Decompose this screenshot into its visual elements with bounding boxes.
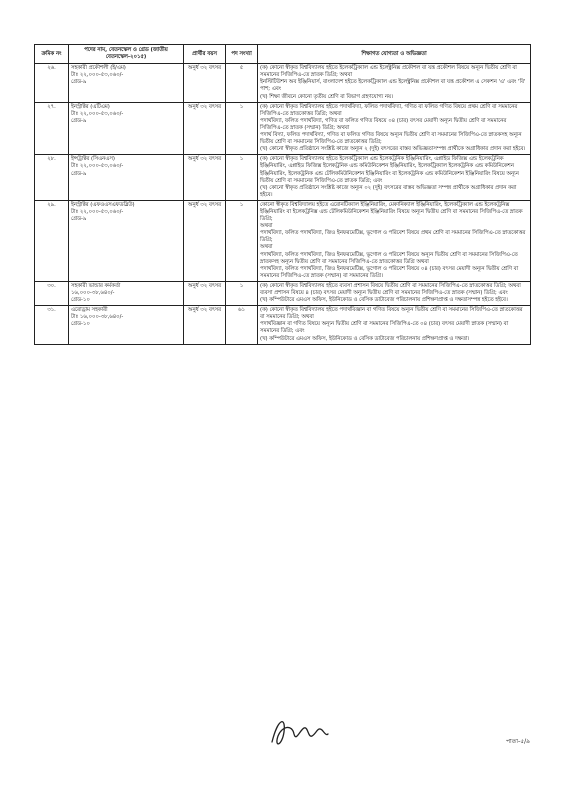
qualification-cell (258, 306, 531, 344)
qualification-line: (খ) কোনো স্বীকৃত প্রতিষ্ঠানে সংশ্লিষ্ট কাজে অন্যূন ০২ (দুই) বৎসরের বাস্তব অভিজ্ঞতা সম্পন্ন প্রার্থীকে অগ্রাধিকার প্রদান করা হইবে। (260, 184, 517, 198)
job-table (34, 44, 531, 345)
serial-cell: ২৭. (35, 102, 69, 155)
count-cell: ১ (226, 155, 258, 201)
qualification-cell (258, 102, 531, 155)
qualification-line: (ক) কোনো স্বীকৃত বিশ্ববিদ্যালয় হইতে ইলেকট্রিক্যাল এন্ড ইলেকট্রনিক ইঞ্জিনিয়ারিং, এপ্লাইড ফিজিক্স এন্ড ইলেকট্রনিক ইঞ্জিনিয়ারিং, এপ্লাইড ফিজিক্স ইলেকট্রনিক এন্ড কমিউনিকেশন ইঞ্জিনিয়ারিং, ইলেকট্রিক্যাল ইলেকট্রনিক এন্ড কমিউনিকেশন ইঞ্জিনিয়ারিং, ইলেকট্রনিক এন্ড টেলিকমিউনিকেশন ইঞ্জিনিয়ারিং বা ইলেকট্রনিক এন্ড কমিউনিকেশন ইঞ্জিনিয়ারিং বিষয়ে অন্যূন দ্বিতীয় শ্রেণি বা সমমানের সিজিপিএ-তে স্নাতক ডিগ্রি; এবং (260, 156, 519, 184)
post-name: সহকারী প্রকৌশলী (ই/এম) (71, 65, 126, 72)
post-cell (69, 306, 184, 344)
table-row (35, 155, 531, 201)
qualification-line: ইনস্টিটিউশন অব ইঞ্জিনিয়ার্স, বাংলাদেশ হইতে ইলেকট্রিক্যাল এন্ড ইলেক্ট্রনিক্স প্রকৌশল বা যন্ত্র প্রকৌশল এ সেকশন 'এ' এবং 'বি' পাশ; এবং (260, 79, 526, 93)
age-cell: অনুর্ধ ৩২ বৎসর (184, 102, 226, 155)
qualification-line: পদার্থবিদ্যা, ফলিত পদার্থবিদ্যা, জিও ইনফরমেটিক্স, ভূগোল ও পরিবেশ বিষয়ে প্রথম শ্রেণি বা সমমানের সিজিপিএ-তে স্নাতকোত্তর ডিগ্রি; (260, 230, 526, 244)
grade: গ্রেড-১০ (71, 297, 90, 304)
age-cell: অনুর্ধ ৩২ বৎসর (184, 64, 226, 102)
grade: গ্রেড-১০ (71, 321, 90, 328)
qualification-line: (খ) কোনো স্বীকৃত প্রতিষ্ঠানে সংশ্লিষ্ট কাজে অন্যূন ২ (দুই) বৎসরের বাস্তব অভিজ্ঞতাসম্পন্ন প্রার্থীকে অগ্রাধিকার প্রদান করা হইবে। (260, 146, 526, 153)
grade: গ্রেড-৯ (71, 216, 87, 223)
qualification-line: (খ) শিক্ষা জীবনে কোনো তৃতীয় শ্রেণি বা বিভাগ গ্রহণযোগ্য নয়। (260, 93, 394, 100)
table-row (35, 281, 531, 305)
post-name: ইনস্ট্রাক্টর (এফওএসএফডব্লিউ) (71, 201, 135, 208)
page-number: পাতা-৫/৯ (505, 738, 530, 745)
serial-cell: ২৬. (35, 64, 69, 102)
qualification-line: (ক) কোনো স্বীকৃত বিশ্ববিদ্যালয় হইতে পদার্থবিদ্যা, ফলিত পদার্থবিদ্যা, গণিত বা ফলিত গণিত বিষয়ে প্রথম শ্রেণি বা সমমানের সিজিপিএ-তে স্নাতকোত্তর ডিগ্রি; অথবা (260, 103, 518, 117)
table-row (35, 306, 531, 344)
count-cell: ১ (226, 200, 258, 281)
qualification-line: (ক) কোনো স্বীকৃত বিশ্ববিদ্যালয় হইতে ইলেকট্রিক্যাল এন্ড ইলেক্ট্রনিক্স প্রকৌশল বা যন্ত্র প্রকৌশল বিষয়ে অন্যূন দ্বিতীয় শ্রেণি বা সমমানের সিজিপিএ-তে স্নাতক ডিগ্রি; অথবা (260, 65, 517, 79)
qualification-line: (ক) কোনো স্বীকৃত বিশ্ববিদ্যালয় হইতে ব্যবসা প্রশাসন বিষয়ে দ্বিতীয় শ্রেণি বা সমমানের সিজিপিএ-তে স্নাতকোত্তর ডিগ্রি; অথবা (260, 282, 521, 289)
qualification-cell (258, 64, 531, 102)
post-name: সহকারী ভান্ডার কর্মকর্তা (71, 282, 121, 289)
post-cell (69, 102, 184, 155)
count-cell: ১ (226, 281, 258, 305)
header-qualification: শিক্ষাগত যোগ্যতা ও অভিজ্ঞতা (258, 45, 531, 64)
age-cell: অনুর্ধ ৩২ বৎসর (184, 200, 226, 281)
grade: গ্রেড-৯ (71, 117, 87, 124)
qualification-line: (খ) কম্পিউটারে এমএস অফিস, ইউনিকোড ও বেসিক ডাটাবেজ পরিচালনায় প্রশিক্ষণপ্রাপ্ত ও দক্ষতাসম্পন্ন হইতে হইবে। (260, 297, 508, 304)
table-row (35, 64, 531, 102)
qualification-cell (258, 155, 531, 201)
pay-scale: ১৬,০০০-৩৮,৬৪০/- (71, 290, 115, 296)
page-footer (34, 712, 530, 762)
table-row (35, 102, 531, 155)
qualification-line: পদার্থবিজ্ঞান বা গণিত বিষয়ে অন্যূন দ্বিতীয় শ্রেণি বা সমমানের সিজিপিএ-তে ০৪ (চার) বৎসর মেয়াদী স্নাতক (সম্মান) বা সমমানের ডিগ্রি; এবং (260, 321, 509, 335)
pay-scale: টাঃ ২২,০০০-৫৩,০৬০/- (71, 72, 124, 79)
qualification-line: ব্যবসা প্রশাসন বিষয়ে ৪ (চার) বৎসর মেয়াদী অন্যূন দ্বিতীয় শ্রেণি বা সমমানের সিজিপিএ-তে স্নাতক (সম্মান) ডিগ্রি; এবং (260, 290, 508, 296)
qualification-line: অথবা (260, 223, 273, 230)
qualification-line: (ক) কোনো স্বীকৃত বিশ্ববিদ্যালয় হইতে পদার্থবিজ্ঞান বা গণিত বিষয়ে অন্যূন দ্বিতীয় শ্রেণি বা সমমানের সিজিপিএ-তে স্নাতকোত্তর বা সমমানের ডিগ্রি; অথবা (260, 307, 523, 321)
pay-scale: টাঃ ১৬,০০০-৩৮,৬৪০/- (71, 314, 124, 321)
qualification-cell (258, 200, 531, 281)
signature (264, 712, 334, 752)
serial-cell: ২৮. (35, 155, 69, 201)
qualification-line: অথবা (260, 244, 273, 251)
table-body (35, 64, 531, 344)
header-age: প্রার্থীর বয়স (184, 45, 226, 64)
pay-scale: টাঃ ২২,০০০-৫৩,০৬০/- (71, 110, 124, 117)
post-cell (69, 200, 184, 281)
qualification-line: কোনো স্বীকৃত বিশ্ববিদ্যালয় হইতে এরোনটিক্যাল ইঞ্জিনিয়ারিং, মেকানিক্যাল ইঞ্জিনিয়ারিং, ইলেকট্রিক্যাল এন্ড ইলেকট্রনিক্স ইঞ্জিনিয়ারিং বা ইলেকট্রনিক্স এন্ড টেলিকমিউনিকেশন ইঞ্জিনিয়ারিং বিষয়ে অন্যূন দ্বিতীয় শ্রেণি বা সমমানের সিজিপিএ-তে স্নাতক ডিগ্রি; (260, 201, 523, 223)
qualification-line: পদার্থবিদ্যা, ফলিত পদার্থবিদ্যা, গণিত বা ফলিত গণিত বিষয়ে ০৪ (চার) বৎসর মেয়াদী অন্যূন দ্বিতীয় শ্রেণি বা সমমানের সিজিপিএ-তে স্নাতক (সম্মান) ডিগ্রি; অথবা (260, 117, 507, 131)
count-cell: ৫ (226, 64, 258, 102)
table-header-row (35, 45, 531, 64)
age-cell: অনুর্ধ ৩২ বৎসর (184, 281, 226, 305)
count-cell: ১ (226, 102, 258, 155)
header-count: পদ সংখ্যা (226, 45, 258, 64)
serial-cell: ৩১. (35, 306, 69, 344)
serial-cell: ২৯. (35, 200, 69, 281)
post-cell (69, 64, 184, 102)
pay-scale: টাঃ ২২,০০০-৫৩,০৬০/- (71, 208, 124, 215)
post-name: ইন্সট্রাক্টর (সিএনএস) (71, 156, 115, 163)
post-cell (69, 155, 184, 201)
document-page (34, 44, 530, 345)
pay-scale: টাঃ ২২,০০০-৫৩,০৬০/- (71, 163, 124, 170)
post-name: এরোড্রাম সহকারী (71, 307, 108, 314)
age-cell: অনুর্ধ ৩২ বৎসর (184, 155, 226, 201)
table-row (35, 200, 531, 281)
count-cell: ৬১ (226, 306, 258, 344)
header-post: পদের নাম, বেতনস্কেল ও গ্রেড (জাতীয় বেতনস্কেল-২০১৫) (69, 45, 184, 64)
header-serial: ক্রমিক নং (35, 45, 69, 64)
qualification-line: (খ) কম্পিউটারে এমএস অফিস, ইউনিকোড ও বেসিক ডাটাবেজ পরিচালনায় প্রশিক্ষণপ্রাপ্ত ও দক্ষতা। (260, 335, 470, 342)
grade: গ্রেড-৯ (71, 170, 87, 177)
qualification-line: পদার্থবিদ্যা, ফলিত পদার্থবিদ্যা, জিও ইনফরমেটিক্স, ভূগোল ও পরিবেশ বিষয়ে ০৪ (চার) বৎসর মেয়াদী অন্যূন দ্বিতীয় শ্রেণি বা সমমানের সিজিপিএ-তে স্নাতক (সম্মান) বা সমমানের ডিগ্রি। (260, 265, 519, 279)
post-cell (69, 281, 184, 305)
qualification-line: পদার্থবিদ্যা, ফলিত পদার্থবিদ্যা, জিও ইনফরমেটিক্স, ভূগোল ও পরিবেশ বিষয়ে অন্যূন দ্বিতীয় শ্রেণি বা সমমানের সিজিপিএ-তে স্নাতকসহ অন্যূন দ্বিতীয় শ্রেণি বা সমমানের সিজিপিএ-তে স্নাতকোত্তর ডিগ্রি অথবা (260, 251, 518, 265)
post-name: ইনস্ট্রাক্টর (এটিএম) (71, 103, 110, 110)
qualification-cell (258, 281, 531, 305)
age-cell: অনুর্ধ ৩২ বৎসর (184, 306, 226, 344)
serial-cell: ৩০. (35, 281, 69, 305)
grade: গ্রেড-৯ (71, 79, 87, 86)
qualification-line: পদার্থ বিদ্যা, ফলিত পদার্থবিদ্যা, গণিত বা ফলিত গণিত বিষয়ে অন্যূন দ্বিতীয় শ্রেণি বা সমমানের সিজিপিএ-তে স্নাতকসহ অন্যূন দ্বিতীয় শ্রেণি বা সমমানের সিজিপিএ-তে স্নাতকোত্তর ডিগ্রি; (260, 132, 522, 146)
